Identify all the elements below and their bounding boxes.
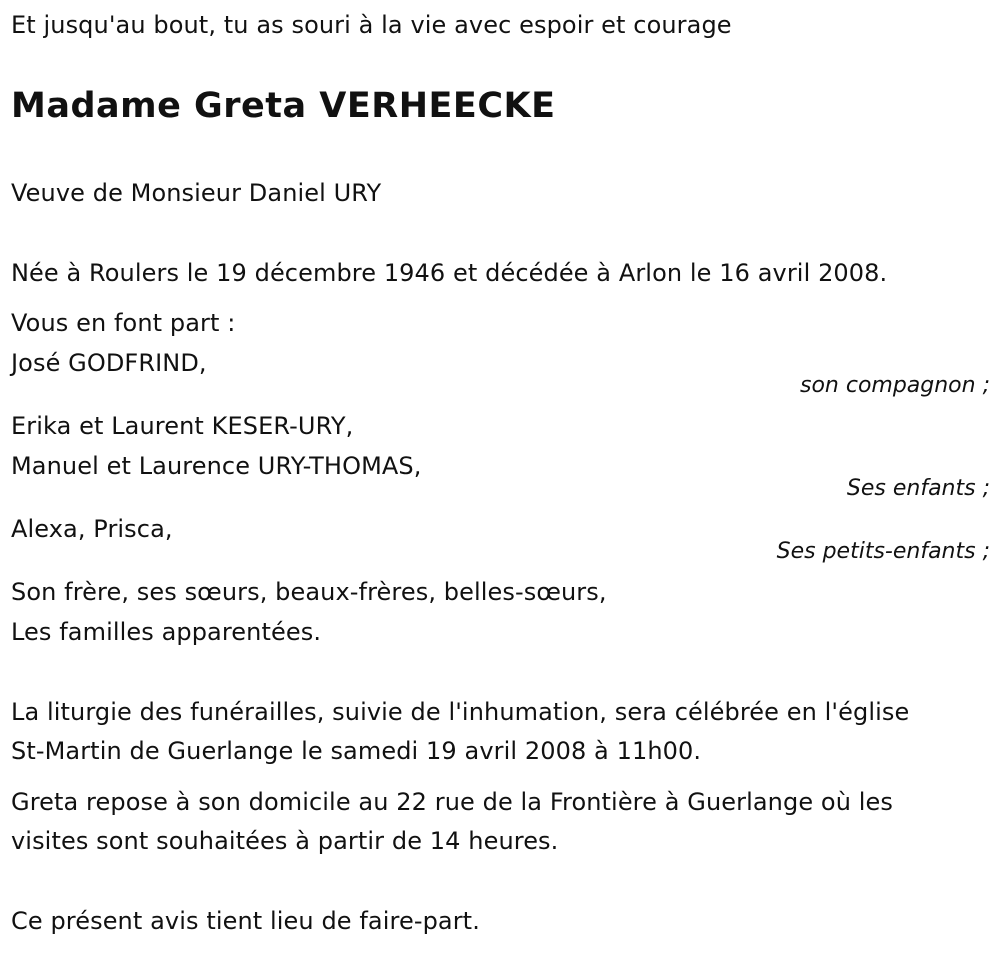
- widow-of-line: Veuve de Monsieur Daniel URY: [11, 179, 382, 207]
- announce-intro: Vous en font part :: [11, 309, 236, 337]
- other-family-line: Les familles apparentées.: [11, 618, 322, 646]
- grandchildren-role: Ses petits-enfants ;: [776, 539, 990, 564]
- companion-name: José GODFRIND,: [11, 349, 207, 377]
- child-line: Manuel et Laurence URY-THOMAS,: [11, 452, 422, 480]
- deceased-name-title: Madame Greta VERHEECKE: [11, 86, 556, 126]
- epigraph: Et jusqu'au bout, tu as souri à la vie avec espoir et courage: [11, 11, 732, 39]
- visitation-line: Greta repose à son domicile au 22 rue de la Frontière à Guerlange où les: [11, 788, 893, 816]
- birth-death-line: Née à Roulers le 19 décembre 1946 et décédée à Arlon le 16 avril 2008.: [11, 259, 888, 287]
- closing-line: Ce présent avis tient lieu de faire-part.: [11, 907, 480, 935]
- children-role: Ses enfants ;: [846, 476, 990, 501]
- funeral-line: La liturgie des funérailles, suivie de l'inhumation, sera célébrée en l'église: [11, 698, 910, 726]
- funeral-line: St-Martin de Guerlange le samedi 19 avril 2008 à 11h00.: [11, 737, 702, 765]
- companion-role: son compagnon ;: [799, 373, 990, 398]
- other-family-line: Son frère, ses sœurs, beaux-frères, belles-sœurs,: [11, 578, 607, 606]
- visitation-line: visites sont souhaitées à partir de 14 heures.: [11, 827, 559, 855]
- child-line: Erika et Laurent KESER-URY,: [11, 412, 354, 440]
- grandchildren-names: Alexa, Prisca,: [11, 515, 173, 543]
